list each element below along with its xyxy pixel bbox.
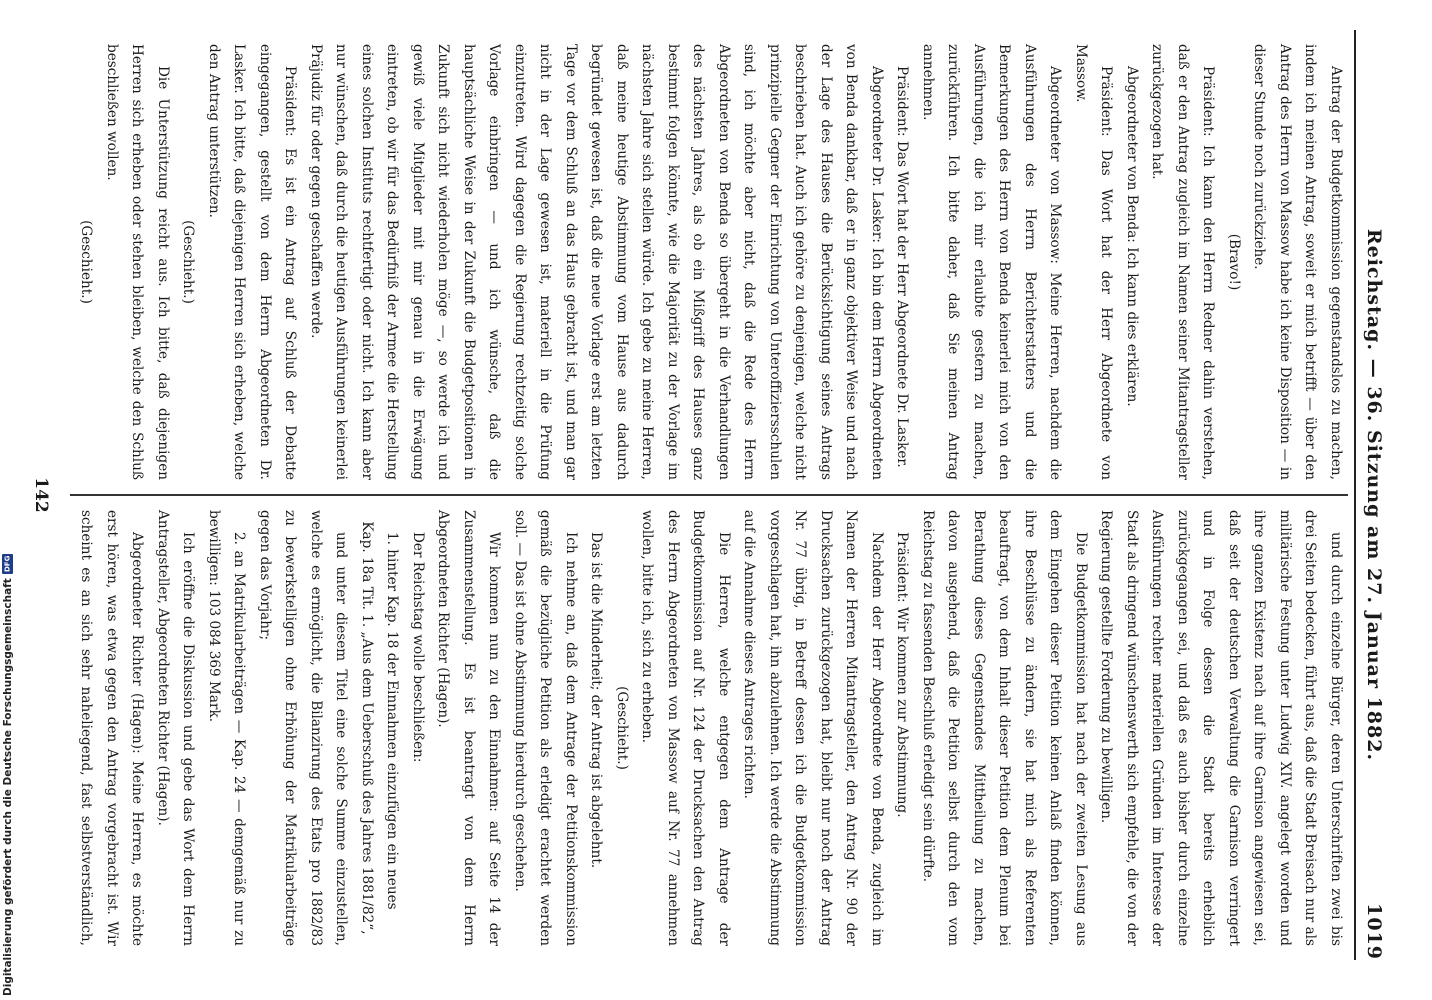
paragraph: 1. hinter Kap. 18 der Einnahmen einzufügen ein neues xyxy=(384,532,401,910)
paragraph: 2. an Matrikularbeiträgen — Kap. 24 — demgemäß nur zu bewilligen: 103 084 369 Mark. xyxy=(206,510,248,946)
paragraph: Abgeordneter von Massow: Meine Herren, nachdem die Ausführungen des Herrn Berichterstatters und die Bemerkungen des Herrn von Benda keinerlei mich von den Ausführungen, die ich mir erlaubte gestern zu machen, zurückführen. Ich bitte daher, daß Sie meinen Antrag annehmen. xyxy=(920,44,1064,480)
paragraph: Der Reichstag wolle beschließen: xyxy=(410,532,426,763)
paragraph: Antrag der Budgetkommission gegenstandslos zu machen, indem ich meinen Antrag, soweit er mich betrifft — über den Antrag des Herrn von Massow habe ich keine Disposition — in dieser Stunde noch zurückziehe. xyxy=(1251,44,1344,480)
paragraph: Präsident: Das Wort hat der Herr Abgeordnete von Massow. xyxy=(1073,44,1115,480)
text-columns xyxy=(70,30,1348,960)
paragraph: Das ist die Minderheit; der Antrag ist abgelehnt. xyxy=(588,532,605,869)
paragraph: (Geschieht.) xyxy=(78,220,95,304)
paragraph: Präsident: Das Wort hat der Herr Abgeordnete Dr. Lasker. xyxy=(894,66,911,468)
paragraph: Abgeordneter von Benda: Ich kann dies erklären. xyxy=(1124,66,1140,407)
paragraph: Die Herren, welche entgegen dem Antrage der Budgetkommission auf Nr. 124 der Drucksachen den Antrag des Herrn Abgeordneten von Massow auf Nr. 77 annehmen wollen, bitte ich, sich zu erheben. xyxy=(639,510,732,946)
right-column xyxy=(70,496,1348,960)
dfg-logo-icon: DFG xyxy=(3,556,12,573)
paragraph: Ich eröffne die Diskussion und gebe das Wort dem Herrn Antragsteller, Abgeordneten Richter (Hagen). xyxy=(155,510,197,946)
paragraph: Wir kommen nun zu den Einnahmen: auf Seite 14 der Zusammenstellung. Es ist beantragt von dem Herrn Abgeordneten Richter (Hagen). xyxy=(435,510,503,946)
paragraph: Abgeordneter Dr. Lasker: Ich bin dem Herrn Abgeordneten von Benda dankbar, daß er in ganz objektiver Weise und nach der Lage des Hauses die Berücksichtigung seines Antrags beschrieben hat. Auch ich gehöre zu denjenigen, welche nicht prinzipielle Gegner der Einrichtung von Unteroffiziersschulen sind, ich möchte aber nicht, daß die Rede des Herrn Abgeordneten von Benda so übergeht in die Verhandlungen des nächsten Jahres, als ob ein Mißgriff des Hauses ganz bestimmt folgen könnte, wie die Majorität zu der Vorlage im nächsten Jahre sich stellen würde. Ich gebe zu meine Herren, daß meine heutige Abstimmung vom Hause aus dadurch begründet gewesen ist, daß die neue Vorlage erst am letzten Tage vor dem Schluß an das Haus gebracht ist, und man gar nicht in der Lage gewesen ist, materiell in die Prüfung einzutreten. Wird dagegen die Regierung rechtzeitig solche Vorlage einbringen — und ich wünsche, daß die hauptsächliche Weise in der Zukunft die Budgetpositionen in Zukunft sich nicht wiederholen möge —, so werde ich und gewiß viele Mitglieder mit mir genau in die Erwägung eintreten, ob wir für das Bedürfniß der Armee die Herstellung eines solchen Instituts rechtfertigt oder nicht. Ich kann aber nur wünschen, daß durch die heutigen Ausführungen keinerlei Präjudiz für oder gegen geschaffen werde. xyxy=(308,44,885,480)
paragraph: und durch einzelne Bürger, deren Unterschriften zwei bis drei Seiten bedecken, führt aus, daß die Stadt Breisach nur als militärische Festung unter Ludwig XIV. angelegt worden und ihre ganzen Existenz nach auf ihre Garnison angewiesen sei, daß seit der deutschen Verwaltung die Garnison verringert und in Folge dessen die Stadt bereits erheblich zurückgegangen sei, und daß es auch bisher durch einzelne Ausführungen rechter materiellen Gründen im Interesse der Stadt als dringend wünschenswerth sich empfehle, die von der Regierung gestellte Forderung zu bewilligen. xyxy=(1098,510,1344,946)
paragraph: Abgeordneter Richter (Hagen): Meine Herren, es möchte erst hören, was etwa gegen den Antrag vorgebracht ist. Wir scheint es an sich sehr naheliegend, fast selbstverständlich, xyxy=(78,510,146,946)
page-number: 1019 xyxy=(1363,903,1385,960)
page-footer xyxy=(26,30,56,960)
digitization-notice xyxy=(2,6,14,996)
page-header xyxy=(1354,30,1392,960)
paragraph: Präsident: Es ist ein Antrag auf Schluß der Debatte eingegangen, gestellt von dem Herrn Abgeordneten Dr. Lasker. Ich bitte, daß diejenigen Herren sich erheben, welche den Antrag unterstützen. xyxy=(206,44,299,480)
paragraph xyxy=(70,44,73,480)
paragraph: Präsident: Ich kann den Herrn Redner dahin verstehen, daß er den Antrag zugleich im Namen seiner Mitantragsteller zurückgezogen hat. xyxy=(1149,44,1217,480)
digitization-text: Digitalisierung gefördert durch die Deutsche Forschungsgemeinschaft xyxy=(2,578,14,996)
left-column xyxy=(70,30,1348,494)
paragraph: und unter diesem Titel eine solche Summe einzustellen, welche es ermöglicht, die Bilanzirung des Etats pro 1882/83 zu bewerkstelligen ohne Erhöhung der Matrikularbeiträge gegen das Vorjahr; xyxy=(257,510,350,946)
paragraph: Die Unterstützung reicht aus. Ich bitte, daß diejenigen Herren sich erheben oder stehen bleiben, welche den Schluß beschließen wollen. xyxy=(104,44,171,480)
paragraph: Kap. 18a Tit. 1. „Aus dem Ueberschuß des Jahres 1881/82“, xyxy=(359,521,375,935)
paragraph: Präsident: Wir kommen zur Abstimmung. xyxy=(894,532,911,818)
paragraph: Nachdem der Herr Abgeordnete von Benda, zugleich im Namen der Herren Mitantragsteller, den Antrag Nr. 90 der Drucksachen zurückgezogen hat, bleibt nur noch der Antrag Nr. 77 übrig, in Betreff dessen ich die Budgetkommission vorgeschlagen hat, ihn abzulehnen. Ich werde die Abstimmung auf die Annahme dieses Antrages richten. xyxy=(741,510,885,946)
paragraph: Die Budgetkommission hat nach der zweiten Lesung aus dem Eingehen dieser Petition keinen Anlaß finden können, ihre Beschlüsse zu ändern, sie hat mich als Referenten beauftragt, von dem Inhalt dieser Petition dem Plenum bei Berathung dieses Gegenstandes Mittheilung zu machen, davon ausgehend, daß die Petition selbst durch den vom Reichstag zu fassenden Beschluß erledigt sein dürfte. xyxy=(920,510,1089,946)
paragraph: (Geschieht.) xyxy=(614,686,630,770)
page-title: Reichstag. — 36. Sitzung am 27. Januar 1882. xyxy=(1363,228,1385,762)
paragraph: Ich nehme an, daß dem Antrage der Petitionskommission gemäß die bezügliche Petition als erledigt erachtet werden soll. — Das ist ohne Abstimmung hierdurch geschehen. xyxy=(512,510,579,946)
paragraph: (Bravo!) xyxy=(1226,233,1242,291)
paragraph: (Geschieht.) xyxy=(180,220,197,304)
sheet-number: 142 xyxy=(31,477,51,513)
